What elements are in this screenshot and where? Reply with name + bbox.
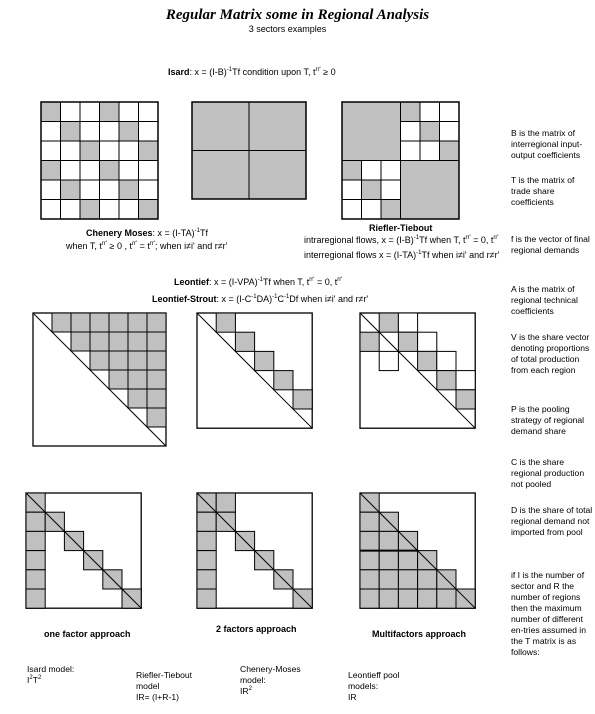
matrix-cell	[437, 371, 456, 390]
matrix-cell	[381, 161, 401, 181]
chenery-cond-tail: ≥ 0 , t	[107, 241, 132, 251]
footer-chenery-label: Chenery-Moses model:	[240, 664, 301, 685]
matrix-cell	[147, 370, 166, 389]
matrix-cell	[41, 180, 61, 200]
matrix-block	[192, 102, 249, 151]
chenery-cond-tail2: = t	[137, 241, 150, 251]
matrix-cell	[147, 351, 166, 370]
matrix-cell	[360, 551, 379, 570]
leontief-cond-sup: rr'	[309, 277, 315, 283]
diagonal-line	[197, 313, 312, 428]
matrix-cell	[61, 141, 81, 161]
approach-label-two-factors: 2 factors approach	[216, 624, 297, 634]
matrix-cell	[100, 122, 120, 142]
isard-formula-tail: Tf condition upon T, t	[232, 67, 316, 77]
matrix-block	[342, 102, 401, 161]
matrix-cell	[71, 313, 90, 332]
isard-formula	[168, 67, 336, 77]
note-c-share: C is the share regional production not pooled	[511, 457, 585, 489]
footer-isard-value	[27, 675, 107, 686]
riefler-intra-sup2: rr'	[465, 235, 471, 241]
matrix-cell	[342, 200, 362, 220]
note-d-share: D is the share of total regional demand not imported from pool	[511, 505, 593, 537]
matrix-cell	[147, 332, 166, 351]
leontief-formula-sup: -1	[257, 277, 263, 283]
matrix-cell	[362, 200, 382, 220]
matrix-cell	[80, 180, 100, 200]
matrix-cell	[362, 180, 382, 200]
footer-chenery-sup: 2	[248, 686, 252, 693]
chenery-formula-sup: -1	[194, 228, 200, 234]
matrix-cell	[418, 351, 437, 370]
matrix-cell	[100, 180, 120, 200]
matrix-cell	[360, 512, 379, 531]
matrix-cell	[398, 313, 417, 332]
matrix-block	[249, 151, 306, 200]
matrix-cell	[61, 180, 81, 200]
matrix-cell	[100, 102, 120, 122]
matrix-cell	[100, 141, 120, 161]
leontief-strout-mid: DA)	[256, 294, 273, 304]
matrix-cell	[420, 102, 440, 122]
matrix-cell	[119, 141, 139, 161]
matrix-cell	[398, 570, 417, 589]
matrix-cell	[128, 313, 147, 332]
chenery-formula-text: : x = (I-TA)	[152, 228, 195, 238]
matrix-cell	[80, 102, 100, 122]
matrix-cell	[216, 313, 235, 332]
matrix-cell	[139, 141, 159, 161]
approach-label-one-factor: one factor approach	[44, 629, 131, 639]
chenery-cond-sup2: rr'	[131, 241, 138, 247]
leontief-formula-text: : x = (I-VPA)	[209, 277, 258, 287]
chenery-cond-sup3: rr'	[149, 241, 156, 247]
chenery-cond-sup: rr'	[101, 241, 108, 247]
matrix-cell	[80, 141, 100, 161]
matrix-cell	[456, 371, 475, 390]
matrix-block	[401, 161, 460, 220]
matrix-leontief-multifactors	[359, 312, 477, 430]
matrix-cell	[401, 141, 421, 161]
matrix-cell	[109, 370, 128, 389]
matrix-cell	[420, 141, 440, 161]
matrix-cell	[26, 531, 45, 550]
matrix-cell	[61, 200, 81, 220]
approach-label-multifactors: Multifactors approach	[372, 629, 467, 639]
isard-cond-sup: rr'	[315, 67, 321, 73]
riefler-intra-sup3: rr'	[493, 235, 499, 241]
matrix-leontief-one-factor	[32, 312, 170, 452]
leontief-cond-sup2: rr'	[337, 277, 343, 283]
matrix-cell	[418, 589, 437, 608]
footer-leontief	[348, 670, 424, 703]
note-p-strategy: P is the pooling strategy of regional demand share	[511, 404, 585, 436]
matrix-cell	[26, 512, 45, 531]
note-f-vector: f is the vector of final regional demands	[511, 234, 590, 255]
matrix-cell	[401, 122, 421, 142]
matrix-cell	[360, 570, 379, 589]
matrix-cell	[360, 531, 379, 550]
leontief-strout-sup3: -1	[283, 294, 290, 300]
matrix-cell	[418, 332, 437, 351]
matrix-cell	[147, 313, 166, 332]
matrix-cell	[197, 531, 216, 550]
footer-isard-t: T	[32, 675, 38, 685]
matrix-cell	[379, 351, 398, 370]
chenery-formula	[86, 228, 208, 238]
matrix-cell	[420, 122, 440, 142]
matrix-cell	[293, 390, 312, 409]
matrix-cell	[440, 141, 460, 161]
footer-riefler-label: Riefler-Tiebout model	[136, 670, 193, 691]
chenery-formula-tail: Tf	[199, 228, 208, 238]
isard-name: Isard	[168, 67, 190, 77]
matrix-cell	[90, 351, 109, 370]
matrix-cell	[398, 589, 417, 608]
matrix-isard-pattern	[40, 101, 160, 201]
matrix-cell	[197, 551, 216, 570]
footer-leontief-label: Leontieff pool models:	[348, 670, 400, 691]
matrix-cell	[128, 370, 147, 389]
riefler-inter	[304, 250, 499, 260]
matrix-cell	[398, 332, 417, 351]
footer-isard	[27, 664, 107, 686]
matrix-cell	[147, 408, 166, 427]
leontief-strout-text: : x = (I-C	[216, 294, 252, 304]
riefler-intra-tail: Tf when T, t	[419, 235, 466, 245]
matrix-cell	[197, 570, 216, 589]
matrix-block	[249, 102, 306, 151]
matrix-cell	[360, 332, 379, 351]
chenery-cond-tail3: ; when i≠i' and r≠r'	[155, 241, 228, 251]
matrix-cell	[147, 389, 166, 408]
leontief-strout-name: Leontief-Strout	[152, 294, 217, 304]
page-subtitle: 3 sectors examples	[248, 24, 327, 34]
matrix-cell	[440, 122, 460, 142]
matrix-cell	[26, 570, 45, 589]
matrix-riefler-tiebout	[341, 101, 461, 201]
chenery-cond-text: when T, t	[66, 241, 102, 251]
riefler-intra	[304, 235, 499, 245]
footer-riefler	[136, 670, 208, 703]
matrix-cell	[274, 371, 293, 390]
matrix-cell	[26, 589, 45, 608]
matrix-cell	[342, 161, 362, 181]
matrix-cell	[342, 180, 362, 200]
matrix-cell	[90, 332, 109, 351]
matrix-cell	[255, 351, 274, 370]
matrix-cell	[437, 589, 456, 608]
matrix-two-factors-approach	[196, 492, 314, 610]
matrix-cell	[216, 493, 235, 512]
footer-chenery-ir: IR	[240, 686, 249, 696]
matrix-cell	[398, 551, 417, 570]
matrix-leontief-two-factors	[196, 312, 314, 430]
riefler-inter-text: interregional flows x = (I-TA)	[304, 250, 417, 260]
matrix-cell	[128, 389, 147, 408]
matrix-one-factor-approach	[25, 492, 163, 610]
riefler-name: Riefler-Tiebout	[369, 223, 433, 233]
riefler-inter-tail: Tf when i≠i' and r≠r'	[421, 250, 500, 260]
footer-chenery	[240, 664, 312, 697]
matrix-cell	[381, 200, 401, 220]
matrix-cell	[139, 200, 159, 220]
leontief-cond-tail: = 0, t	[314, 277, 338, 287]
matrix-cell	[379, 589, 398, 608]
matrix-cell	[61, 122, 81, 142]
matrix-cell	[80, 161, 100, 181]
isard-formula-sup: -1	[226, 67, 233, 73]
footer-isard-sup2: 2	[37, 675, 42, 682]
riefler-intra-text: intraregional flows, x = (I-B)	[304, 235, 414, 245]
matrix-cell	[41, 122, 61, 142]
matrix-cell	[456, 390, 475, 409]
matrix-cell	[381, 180, 401, 200]
matrix-cell	[41, 141, 61, 161]
footer-riefler-value: IR= (I+R-1)	[136, 692, 179, 702]
leontief-name: Leontief	[174, 277, 209, 287]
matrix-cell	[139, 180, 159, 200]
leontief-strout-tail: C	[277, 294, 284, 304]
matrix-cell	[197, 512, 216, 531]
isard-formula-text: : x = (I-B)	[189, 67, 227, 77]
matrix-cell	[119, 200, 139, 220]
matrix-cell	[100, 200, 120, 220]
matrix-cell	[41, 161, 61, 181]
matrix-cell	[139, 161, 159, 181]
matrix-cell	[80, 122, 100, 142]
matrix-cell	[360, 589, 379, 608]
note-b-matrix: B is the matrix of interregional input-output coefficients	[511, 128, 583, 160]
matrix-cell	[379, 551, 398, 570]
note-a-matrix: A is the matrix of regional technical coefficients	[511, 284, 578, 316]
chenery-name: Chenery Moses	[86, 228, 153, 238]
matrix-cell	[109, 332, 128, 351]
matrix-cell	[379, 313, 398, 332]
matrix-cell	[418, 570, 437, 589]
matrix-cell	[235, 332, 254, 351]
matrix-cell	[52, 313, 71, 332]
leontief-strout-formula	[152, 294, 368, 304]
matrix-isard-full	[191, 101, 307, 201]
isard-cond-tail: ≥ 0	[320, 67, 336, 77]
leontief-strout-sup2: -1	[272, 294, 278, 300]
matrix-cell	[119, 122, 139, 142]
matrix-cell	[119, 161, 139, 181]
matrix-cell	[139, 122, 159, 142]
note-t-matrix-entries: if I is the number of sector and R the number of regions then the maximum number of different en-tries assumed in the T matrix is as follows:	[511, 570, 586, 657]
matrix-cell	[379, 570, 398, 589]
matrix-cell	[128, 351, 147, 370]
matrix-cell	[128, 332, 147, 351]
matrix-cell	[119, 102, 139, 122]
matrix-cell	[61, 102, 81, 122]
riefler-intra-sup: -1	[413, 235, 420, 241]
footer-isard-sup: 2	[29, 675, 33, 682]
matrix-cell	[109, 313, 128, 332]
matrix-cell	[26, 551, 45, 570]
matrix-cell	[362, 161, 382, 181]
leontief-formula-tail: Tf when T, t	[262, 277, 310, 287]
matrix-cell	[61, 161, 81, 181]
chenery-condition	[66, 241, 227, 251]
matrix-cell	[109, 351, 128, 370]
page-title: Regular Matrix some in Regional Analysis	[165, 7, 430, 23]
footer-isard-label: Isard model:	[27, 664, 75, 674]
matrix-cell	[71, 332, 90, 351]
leontief-formula	[174, 277, 342, 287]
matrix-cell	[90, 313, 109, 332]
matrix-cell	[197, 589, 216, 608]
matrix-cell	[437, 351, 456, 370]
riefler-inter-sup: -1	[416, 250, 422, 256]
matrix-cell	[139, 102, 159, 122]
note-v-vector: V is the share vector denoting proportions of total production from each region	[511, 332, 590, 375]
matrix-cell	[119, 180, 139, 200]
matrix-cell	[379, 531, 398, 550]
footer-isard-i: I	[27, 675, 30, 685]
matrix-cell	[41, 102, 61, 122]
riefler-intra-tail2: = 0, t	[470, 235, 494, 245]
leontief-strout-sup: -1	[251, 294, 257, 300]
footer-chenery-value	[240, 686, 312, 697]
matrix-cell	[440, 102, 460, 122]
footer-leontief-value: IR	[348, 692, 357, 702]
leontief-strout-tail2: Df when i≠i' and r≠r'	[289, 294, 369, 304]
matrix-block	[192, 151, 249, 200]
matrix-multifactors-approach	[359, 492, 477, 610]
matrix-cell	[80, 200, 100, 220]
matrix-cell	[41, 200, 61, 220]
note-t-matrix: T is the matrix of trade share coefficients	[511, 175, 575, 207]
matrix-cell	[100, 161, 120, 181]
matrix-cell	[401, 102, 421, 122]
